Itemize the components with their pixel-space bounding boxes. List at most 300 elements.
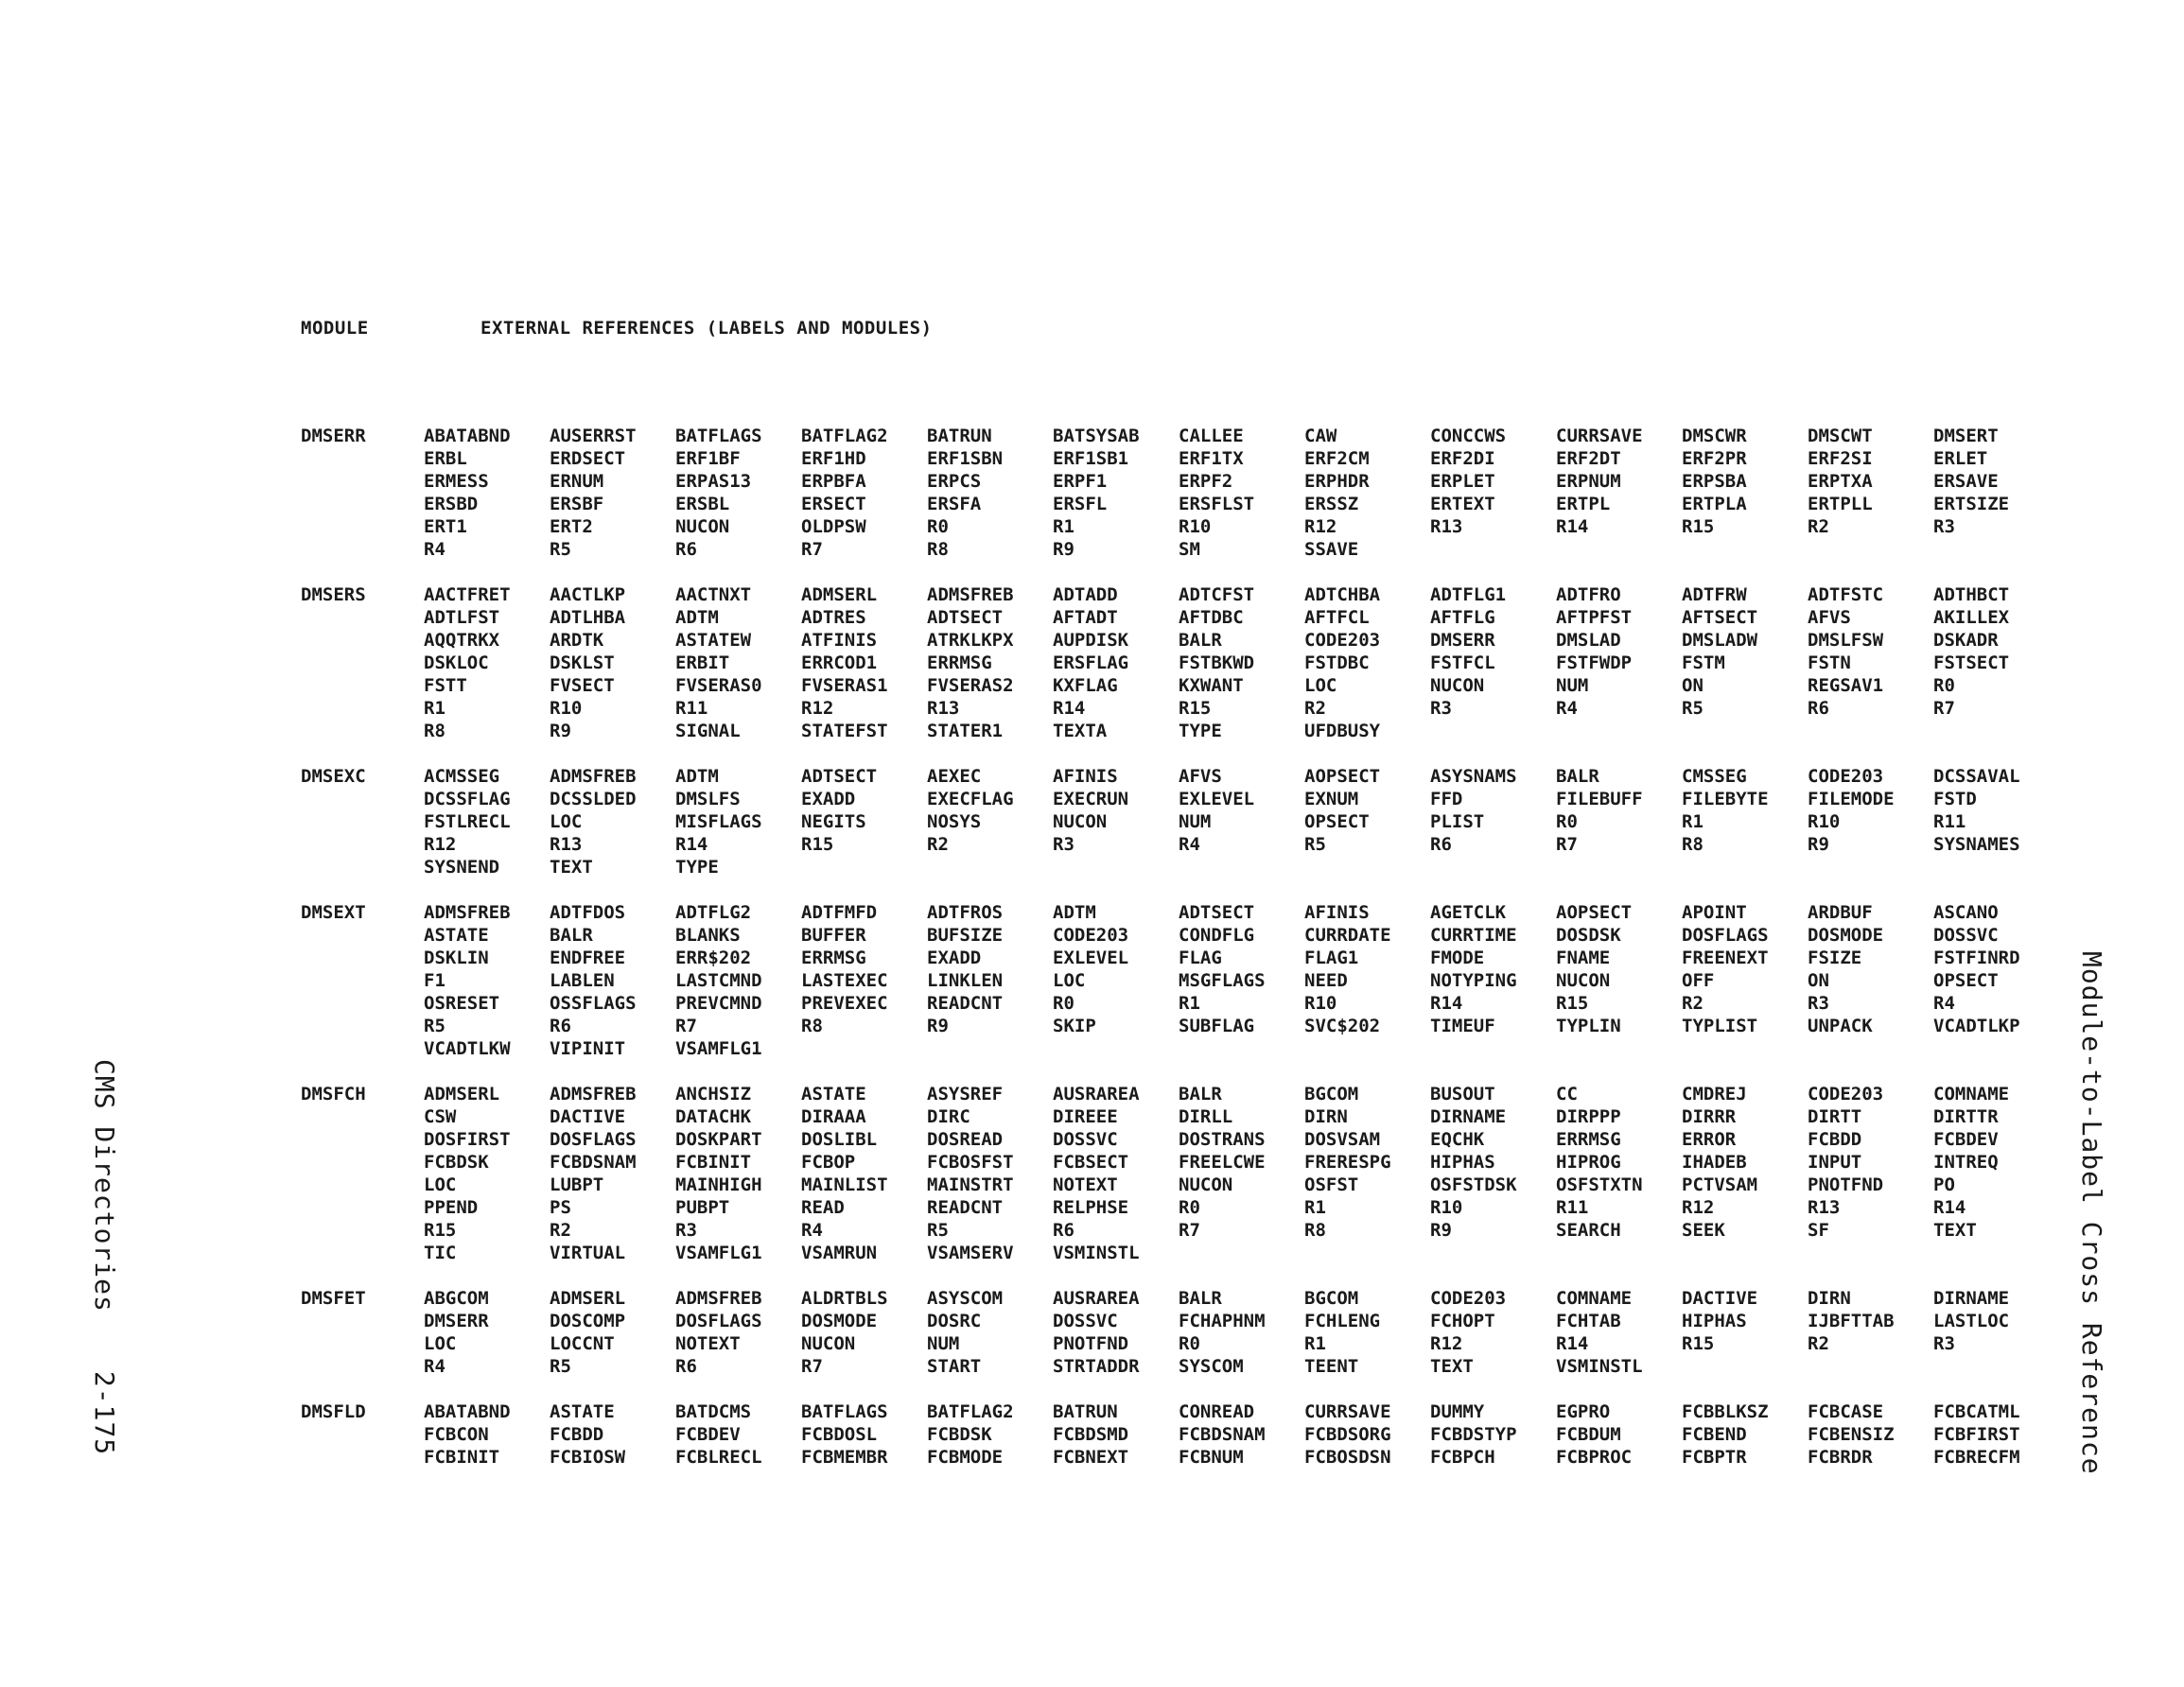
reference-label: TYPLIN bbox=[1556, 1016, 1621, 1036]
reference-label: ASYSCOM bbox=[927, 1288, 1004, 1309]
reference-label: R7 bbox=[1179, 1220, 1200, 1241]
reference-label: PS bbox=[550, 1197, 571, 1218]
reference-label: ARDTK bbox=[550, 630, 604, 651]
reference-label: R4 bbox=[424, 539, 446, 560]
reference-label: CONREAD bbox=[1179, 1401, 1255, 1422]
reference-label: FSTT bbox=[424, 675, 467, 696]
reference-label: FCBINIT bbox=[424, 1447, 500, 1468]
reference-label: ADTSECT bbox=[1179, 902, 1255, 923]
reference-label: NUCON bbox=[801, 1333, 856, 1354]
reference-label: BATRUN bbox=[927, 426, 992, 446]
reference-label: R10 bbox=[1430, 1197, 1463, 1218]
reference-label: FCBLRECL bbox=[675, 1447, 762, 1468]
reference-label: ERSFA bbox=[927, 494, 982, 514]
reference-label: UNPACK bbox=[1808, 1016, 1873, 1036]
reference-label: R11 bbox=[1556, 1197, 1589, 1218]
reference-label: PREVEXEC bbox=[801, 993, 888, 1014]
reference-label: FCBDSNAM bbox=[1179, 1424, 1266, 1445]
reference-label: OSFSTXTN bbox=[1556, 1174, 1643, 1195]
reference-label: APOINT bbox=[1682, 902, 1747, 923]
reference-label: ADTLFST bbox=[424, 607, 500, 628]
reference-label: OSFSTDSK bbox=[1430, 1174, 1517, 1195]
reference-label: DMSERR bbox=[1430, 630, 1495, 651]
reference-label: NEGITS bbox=[801, 811, 866, 832]
reference-label: ABATABND bbox=[424, 426, 511, 446]
reference-label: LABLEN bbox=[550, 970, 615, 991]
reference-label: R5 bbox=[424, 1016, 446, 1036]
reference-label: BUFSIZE bbox=[927, 925, 1004, 946]
reference-label: R13 bbox=[927, 698, 960, 719]
reference-label: R6 bbox=[1430, 834, 1452, 855]
reference-label: R5 bbox=[927, 1220, 949, 1241]
reference-label: HIPROG bbox=[1556, 1152, 1621, 1173]
reference-label: R15 bbox=[1682, 1333, 1715, 1354]
reference-label: FCBIOSW bbox=[550, 1447, 626, 1468]
reference-label: R6 bbox=[550, 1016, 571, 1036]
reference-label: R0 bbox=[1933, 675, 1955, 696]
reference-label: NOSYS bbox=[927, 811, 982, 832]
module-list bbox=[301, 425, 2098, 1491]
reference-label: PO bbox=[1933, 1174, 1955, 1195]
reference-label: FLAG bbox=[1179, 948, 1222, 968]
reference-label: ENDFREE bbox=[550, 948, 626, 968]
reference-label: NUM bbox=[1556, 675, 1589, 696]
reference-label: DIRNAME bbox=[1430, 1106, 1507, 1127]
reference-label: FCHTAB bbox=[1556, 1311, 1621, 1331]
reference-label: R4 bbox=[1179, 834, 1200, 855]
reference-label: CAW bbox=[1304, 426, 1337, 446]
reference-label: LOC bbox=[424, 1333, 457, 1354]
reference-label: NUM bbox=[1179, 811, 1212, 832]
reference-label: DMSLADW bbox=[1682, 630, 1758, 651]
reference-list bbox=[424, 583, 2098, 742]
reference-label: DCSSFLAG bbox=[424, 789, 511, 809]
reference-label: ERPF2 bbox=[1179, 471, 1233, 492]
reference-label: ERTPL bbox=[1556, 494, 1611, 514]
reference-label: MAINSTRT bbox=[927, 1174, 1014, 1195]
reference-label: DIRLL bbox=[1179, 1106, 1233, 1127]
reference-label: DACTIVE bbox=[550, 1106, 626, 1127]
reference-label: FSTBKWD bbox=[1179, 652, 1255, 673]
reference-label: BATSYSAB bbox=[1053, 426, 1140, 446]
reference-label: FSTFWDP bbox=[1556, 652, 1633, 673]
reference-label: ERDSECT bbox=[550, 448, 626, 469]
reference-label: FCBCON bbox=[424, 1424, 489, 1445]
reference-label: R2 bbox=[1682, 993, 1704, 1014]
reference-label: BATFLAGS bbox=[801, 1401, 888, 1422]
reference-label: R9 bbox=[1808, 834, 1829, 855]
reference-label: ABGCOM bbox=[424, 1288, 489, 1309]
reference-label: AKILLEX bbox=[1933, 607, 2010, 628]
reference-label: NUCON bbox=[1053, 811, 1108, 832]
reference-label: R8 bbox=[424, 721, 446, 741]
module-entry bbox=[301, 765, 2098, 878]
reference-label: FCBCATML bbox=[1933, 1401, 2020, 1422]
reference-label: ADTFRW bbox=[1682, 584, 1747, 605]
module-entry bbox=[301, 1400, 2098, 1469]
reference-label: ERF1SB1 bbox=[1053, 448, 1129, 469]
reference-label: DIRAAA bbox=[801, 1106, 866, 1127]
reference-label: DIRTTR bbox=[1933, 1106, 1999, 1127]
left-margin-caption bbox=[89, 1059, 120, 1455]
reference-label: TYPE bbox=[1179, 721, 1222, 741]
reference-label: AFTFLG bbox=[1430, 607, 1495, 628]
reference-label: TYPLIST bbox=[1682, 1016, 1758, 1036]
reference-label: CODE203 bbox=[1808, 766, 1884, 787]
reference-label: ADTFROS bbox=[927, 902, 1004, 923]
reference-label: DOSFLAGS bbox=[550, 1129, 637, 1150]
reference-label: ERPTXA bbox=[1808, 471, 1873, 492]
reference-label: R4 bbox=[1556, 698, 1578, 719]
reference-label: AOPSECT bbox=[1304, 766, 1381, 787]
reference-label: FCBOSDSN bbox=[1304, 1447, 1391, 1468]
reference-label: BATFLAG2 bbox=[927, 1401, 1014, 1422]
reference-label: DMSCWR bbox=[1682, 426, 1747, 446]
reference-label: DOSRC bbox=[927, 1311, 982, 1331]
reference-label: EXNUM bbox=[1304, 789, 1359, 809]
reference-label: BALR bbox=[1556, 766, 1599, 787]
reference-label: ERPHDR bbox=[1304, 471, 1370, 492]
reference-label: R14 bbox=[1933, 1197, 1966, 1218]
reference-label: ALDRTBLS bbox=[801, 1288, 888, 1309]
reference-label: CODE203 bbox=[1053, 925, 1129, 946]
reference-label: R4 bbox=[424, 1356, 446, 1377]
reference-label: EGPRO bbox=[1556, 1401, 1611, 1422]
reference-label: SM bbox=[1179, 539, 1200, 560]
reference-label: ERR$202 bbox=[675, 948, 752, 968]
reference-label: R7 bbox=[1933, 698, 1955, 719]
reference-label: BGCOM bbox=[1304, 1288, 1359, 1309]
reference-label: ADTM bbox=[675, 607, 719, 628]
reference-label: AFVS bbox=[1179, 766, 1222, 787]
reference-label: EXLEVEL bbox=[1179, 789, 1255, 809]
reference-label: DIRN bbox=[1808, 1288, 1851, 1309]
reference-label: CODE203 bbox=[1430, 1288, 1507, 1309]
reference-label: VIRTUAL bbox=[550, 1243, 626, 1263]
reference-label: DIREEE bbox=[1053, 1106, 1118, 1127]
reference-label: TIMEUF bbox=[1430, 1016, 1495, 1036]
reference-label: FCBPROC bbox=[1556, 1447, 1633, 1468]
reference-label: R11 bbox=[675, 698, 708, 719]
reference-label: CONCCWS bbox=[1430, 426, 1507, 446]
reference-label: DOSFLAGS bbox=[675, 1311, 762, 1331]
reference-label: SYSCOM bbox=[1179, 1356, 1244, 1377]
reference-label: SIGNAL bbox=[675, 721, 741, 741]
reference-label: FCBDSORG bbox=[1304, 1424, 1391, 1445]
reference-label: REGSAV1 bbox=[1808, 675, 1884, 696]
reference-list bbox=[424, 901, 2098, 1060]
reference-label: ADTFLG2 bbox=[675, 902, 752, 923]
reference-label: ERPBFA bbox=[801, 471, 866, 492]
table-header bbox=[301, 318, 2098, 344]
reference-label: VSAMSERV bbox=[927, 1243, 1014, 1263]
reference-label: R0 bbox=[1179, 1197, 1200, 1218]
reference-label: KXFLAG bbox=[1053, 675, 1118, 696]
reference-label: R1 bbox=[1682, 811, 1704, 832]
reference-label: ERSFL bbox=[1053, 494, 1108, 514]
reference-label: EQCHK bbox=[1430, 1129, 1485, 1150]
reference-label: ERNUM bbox=[550, 471, 604, 492]
reference-label: CURRSAVE bbox=[1304, 1401, 1391, 1422]
reference-label: SF bbox=[1808, 1220, 1829, 1241]
reference-label: R14 bbox=[675, 834, 708, 855]
reference-label: SYSNEND bbox=[424, 857, 500, 878]
reference-label: TEXT bbox=[1430, 1356, 1474, 1377]
reference-label: NUM bbox=[927, 1333, 960, 1354]
reference-label: DOSTRANS bbox=[1179, 1129, 1266, 1150]
reference-label: VCADTLKW bbox=[424, 1038, 511, 1059]
reference-label: R3 bbox=[675, 1220, 697, 1241]
reference-label: R6 bbox=[675, 1356, 697, 1377]
reference-label: AFVS bbox=[1808, 607, 1851, 628]
reference-label: AFTADT bbox=[1053, 607, 1118, 628]
reference-label: NOTYPING bbox=[1430, 970, 1517, 991]
reference-label: ABATABND bbox=[424, 1401, 511, 1422]
reference-label: FSTFINRD bbox=[1933, 948, 2020, 968]
reference-label: ASTATE bbox=[550, 1401, 615, 1422]
module-column-header: MODULE bbox=[301, 318, 369, 339]
reference-list bbox=[424, 1083, 2098, 1264]
reference-label: ADTHBCT bbox=[1933, 584, 2010, 605]
reference-label: AOPSECT bbox=[1556, 902, 1633, 923]
reference-label: AUSRAREA bbox=[1053, 1288, 1140, 1309]
reference-label: SYSNAMES bbox=[1933, 834, 2020, 855]
reference-label: ADTFMFD bbox=[801, 902, 878, 923]
reference-label: FVSERAS2 bbox=[927, 675, 1014, 696]
reference-label: R12 bbox=[1430, 1333, 1463, 1354]
reference-label: CC bbox=[1556, 1084, 1578, 1104]
reference-label: ASYSREF bbox=[927, 1084, 1004, 1104]
reference-label: DOSFLAGS bbox=[1682, 925, 1769, 946]
reference-label: READCNT bbox=[927, 993, 1004, 1014]
reference-label: SUBFLAG bbox=[1179, 1016, 1255, 1036]
reference-label: R15 bbox=[1179, 698, 1212, 719]
external-references-column-header: EXTERNAL REFERENCES (LABELS AND MODULES) bbox=[480, 318, 933, 339]
reference-label: R9 bbox=[550, 721, 571, 741]
module-entry bbox=[301, 583, 2098, 742]
reference-label: ARDBUF bbox=[1808, 902, 1873, 923]
reference-label: FCBINIT bbox=[675, 1152, 752, 1173]
reference-label: AFTSECT bbox=[1682, 607, 1758, 628]
module-name: DMSEXT bbox=[301, 902, 366, 923]
reference-label: AACTFRET bbox=[424, 584, 511, 605]
reference-label: PNOTFND bbox=[1053, 1333, 1129, 1354]
reference-label: R14 bbox=[1556, 1333, 1589, 1354]
reference-label: PLIST bbox=[1430, 811, 1485, 832]
reference-label: LOC bbox=[1304, 675, 1337, 696]
reference-label: R13 bbox=[1808, 1197, 1841, 1218]
reference-label: FCBDSTYP bbox=[1430, 1424, 1517, 1445]
reference-label: DOSSVC bbox=[1053, 1311, 1118, 1331]
reference-label: FCBDEV bbox=[1933, 1129, 1999, 1150]
reference-label: R8 bbox=[927, 539, 949, 560]
reference-label: ADTFSTC bbox=[1808, 584, 1884, 605]
reference-label: SEEK bbox=[1682, 1220, 1725, 1241]
reference-label: LUBPT bbox=[550, 1174, 604, 1195]
reference-label: IHADEB bbox=[1682, 1152, 1747, 1173]
reference-label: CURRTIME bbox=[1430, 925, 1517, 946]
reference-label: AUSRAREA bbox=[1053, 1084, 1140, 1104]
reference-label: DIRRR bbox=[1682, 1106, 1737, 1127]
reference-label: R5 bbox=[550, 1356, 571, 1377]
reference-label: R0 bbox=[927, 516, 949, 537]
reference-label: AUPDISK bbox=[1053, 630, 1129, 651]
reference-label: FSTSECT bbox=[1933, 652, 2010, 673]
reference-label: R10 bbox=[1304, 993, 1337, 1014]
reference-label: FFD bbox=[1430, 789, 1463, 809]
reference-label: ASCANO bbox=[1933, 902, 1999, 923]
reference-label: EXECRUN bbox=[1053, 789, 1129, 809]
reference-label: PUBPT bbox=[675, 1197, 730, 1218]
reference-label: MISFLAGS bbox=[675, 811, 762, 832]
reference-label: R1 bbox=[1304, 1197, 1326, 1218]
reference-label: DOSMODE bbox=[801, 1311, 878, 1331]
reference-label: HIPHAS bbox=[1682, 1311, 1747, 1331]
reference-label: CSW bbox=[424, 1106, 457, 1127]
reference-label: STATER1 bbox=[927, 721, 1004, 741]
reference-label: R8 bbox=[801, 1016, 823, 1036]
reference-label: OSSFLAGS bbox=[550, 993, 637, 1014]
reference-label: ERTPLL bbox=[1808, 494, 1873, 514]
reference-label: R14 bbox=[1053, 698, 1086, 719]
reference-label: ERTEXT bbox=[1430, 494, 1495, 514]
reference-label: DIRNAME bbox=[1933, 1288, 2010, 1309]
reference-label: CODE203 bbox=[1304, 630, 1381, 651]
reference-label: DMSCWT bbox=[1808, 426, 1873, 446]
reference-label: IJBFTTAB bbox=[1808, 1311, 1895, 1331]
reference-label: FCBENSIZ bbox=[1808, 1424, 1895, 1445]
reference-label: COMNAME bbox=[1933, 1084, 2010, 1104]
reference-label: PPEND bbox=[424, 1197, 479, 1218]
reference-label: FSTLRECL bbox=[424, 811, 511, 832]
reference-label: DOSLIBL bbox=[801, 1129, 878, 1150]
reference-label: TEXTA bbox=[1053, 721, 1108, 741]
module-name: DMSERS bbox=[301, 584, 366, 605]
reference-label: R14 bbox=[1430, 993, 1463, 1014]
reference-label: R5 bbox=[1682, 698, 1704, 719]
reference-label: DACTIVE bbox=[1682, 1288, 1758, 1309]
reference-label: ERPAS13 bbox=[675, 471, 752, 492]
reference-label: READ bbox=[801, 1197, 845, 1218]
reference-label: FSTN bbox=[1808, 652, 1851, 673]
reference-label: FCBEND bbox=[1682, 1424, 1747, 1445]
reference-label: R1 bbox=[424, 698, 446, 719]
reference-label: R12 bbox=[801, 698, 834, 719]
reference-label: R7 bbox=[1556, 834, 1578, 855]
reference-label: TEENT bbox=[1304, 1356, 1359, 1377]
reference-label: NOTEXT bbox=[675, 1333, 741, 1354]
reference-label: ADMSFREB bbox=[675, 1288, 762, 1309]
reference-label: AFINIS bbox=[1304, 902, 1370, 923]
reference-label: HIPHAS bbox=[1430, 1152, 1495, 1173]
reference-label: CURRDATE bbox=[1304, 925, 1391, 946]
reference-label: R10 bbox=[550, 698, 583, 719]
reference-label: EXADD bbox=[801, 789, 856, 809]
reference-label: FCBNEXT bbox=[1053, 1447, 1129, 1468]
reference-label: R2 bbox=[1808, 516, 1829, 537]
reference-label: R8 bbox=[1304, 1220, 1326, 1241]
reference-label: FVSERAS0 bbox=[675, 675, 762, 696]
reference-label: BALR bbox=[1179, 1084, 1222, 1104]
reference-label: ERF1HD bbox=[801, 448, 866, 469]
reference-label: DSKLIN bbox=[424, 948, 489, 968]
reference-label: CALLEE bbox=[1179, 426, 1244, 446]
reference-label: ERF2PR bbox=[1682, 448, 1747, 469]
reference-label: R3 bbox=[1430, 698, 1452, 719]
reference-label: ADTCFST bbox=[1179, 584, 1255, 605]
reference-label: RELPHSE bbox=[1053, 1197, 1129, 1218]
reference-label: FLAG1 bbox=[1304, 948, 1359, 968]
reference-label: R7 bbox=[801, 539, 823, 560]
reference-label: F1 bbox=[424, 970, 446, 991]
reference-label: R3 bbox=[1053, 834, 1075, 855]
reference-label: ERSAVE bbox=[1933, 471, 1999, 492]
reference-label: VSAMFLG1 bbox=[675, 1243, 762, 1263]
reference-label: BATFLAG2 bbox=[801, 426, 888, 446]
reference-label: DIRTT bbox=[1808, 1106, 1862, 1127]
reference-label: FVSERAS1 bbox=[801, 675, 888, 696]
reference-label: ADTLHBA bbox=[550, 607, 626, 628]
reference-label: FNAME bbox=[1556, 948, 1611, 968]
reference-label: FCBPTR bbox=[1682, 1447, 1747, 1468]
reference-label: INPUT bbox=[1808, 1152, 1862, 1173]
reference-label: DIRN bbox=[1304, 1106, 1348, 1127]
reference-label: LOCCNT bbox=[550, 1333, 615, 1354]
reference-label: BATRUN bbox=[1053, 1401, 1118, 1422]
reference-label: R2 bbox=[1304, 698, 1326, 719]
reference-label: STRTADDR bbox=[1053, 1356, 1140, 1377]
module-name: DMSFET bbox=[301, 1288, 366, 1309]
reference-label: ADTM bbox=[1053, 902, 1096, 923]
reference-label: R15 bbox=[1556, 993, 1589, 1014]
reference-label: TIC bbox=[424, 1243, 457, 1263]
reference-label: ADTFRO bbox=[1556, 584, 1621, 605]
reference-label: NUCON bbox=[675, 516, 730, 537]
reference-label: ON bbox=[1808, 970, 1829, 991]
reference-label: FMODE bbox=[1430, 948, 1485, 968]
reference-label: ERPCS bbox=[927, 471, 982, 492]
reference-list bbox=[424, 1287, 2098, 1378]
reference-label: ERRMSG bbox=[927, 652, 992, 673]
reference-label: CMDREJ bbox=[1682, 1084, 1747, 1104]
reference-label: ERPSBA bbox=[1682, 471, 1747, 492]
reference-label: R15 bbox=[801, 834, 834, 855]
reference-label: START bbox=[927, 1356, 982, 1377]
reference-label: FCHOPT bbox=[1430, 1311, 1495, 1331]
reference-label: ERBL bbox=[424, 448, 467, 469]
reference-label: DOSKPART bbox=[675, 1129, 762, 1150]
reference-label: R5 bbox=[1304, 834, 1326, 855]
reference-label: R7 bbox=[675, 1016, 697, 1036]
reference-label: KXWANT bbox=[1179, 675, 1244, 696]
reference-label: ADMSFREB bbox=[550, 766, 637, 787]
reference-label: ERF1SBN bbox=[927, 448, 1004, 469]
reference-label: R9 bbox=[1430, 1220, 1452, 1241]
reference-label: R2 bbox=[550, 1220, 571, 1241]
reference-label: ERSFLST bbox=[1179, 494, 1255, 514]
reference-label: FCBMODE bbox=[927, 1447, 1004, 1468]
reference-label: ERF1BF bbox=[675, 448, 741, 469]
reference-label: R2 bbox=[927, 834, 949, 855]
page-number: 2-175 bbox=[89, 1370, 120, 1456]
reference-label: ERSSZ bbox=[1304, 494, 1359, 514]
reference-label: DOSCOMP bbox=[550, 1311, 626, 1331]
reference-label: FCBRECFM bbox=[1933, 1447, 2020, 1468]
reference-label: ERPF1 bbox=[1053, 471, 1108, 492]
reference-label: R4 bbox=[801, 1220, 823, 1241]
reference-label: ERTPLA bbox=[1682, 494, 1747, 514]
reference-label: R11 bbox=[1933, 811, 1966, 832]
